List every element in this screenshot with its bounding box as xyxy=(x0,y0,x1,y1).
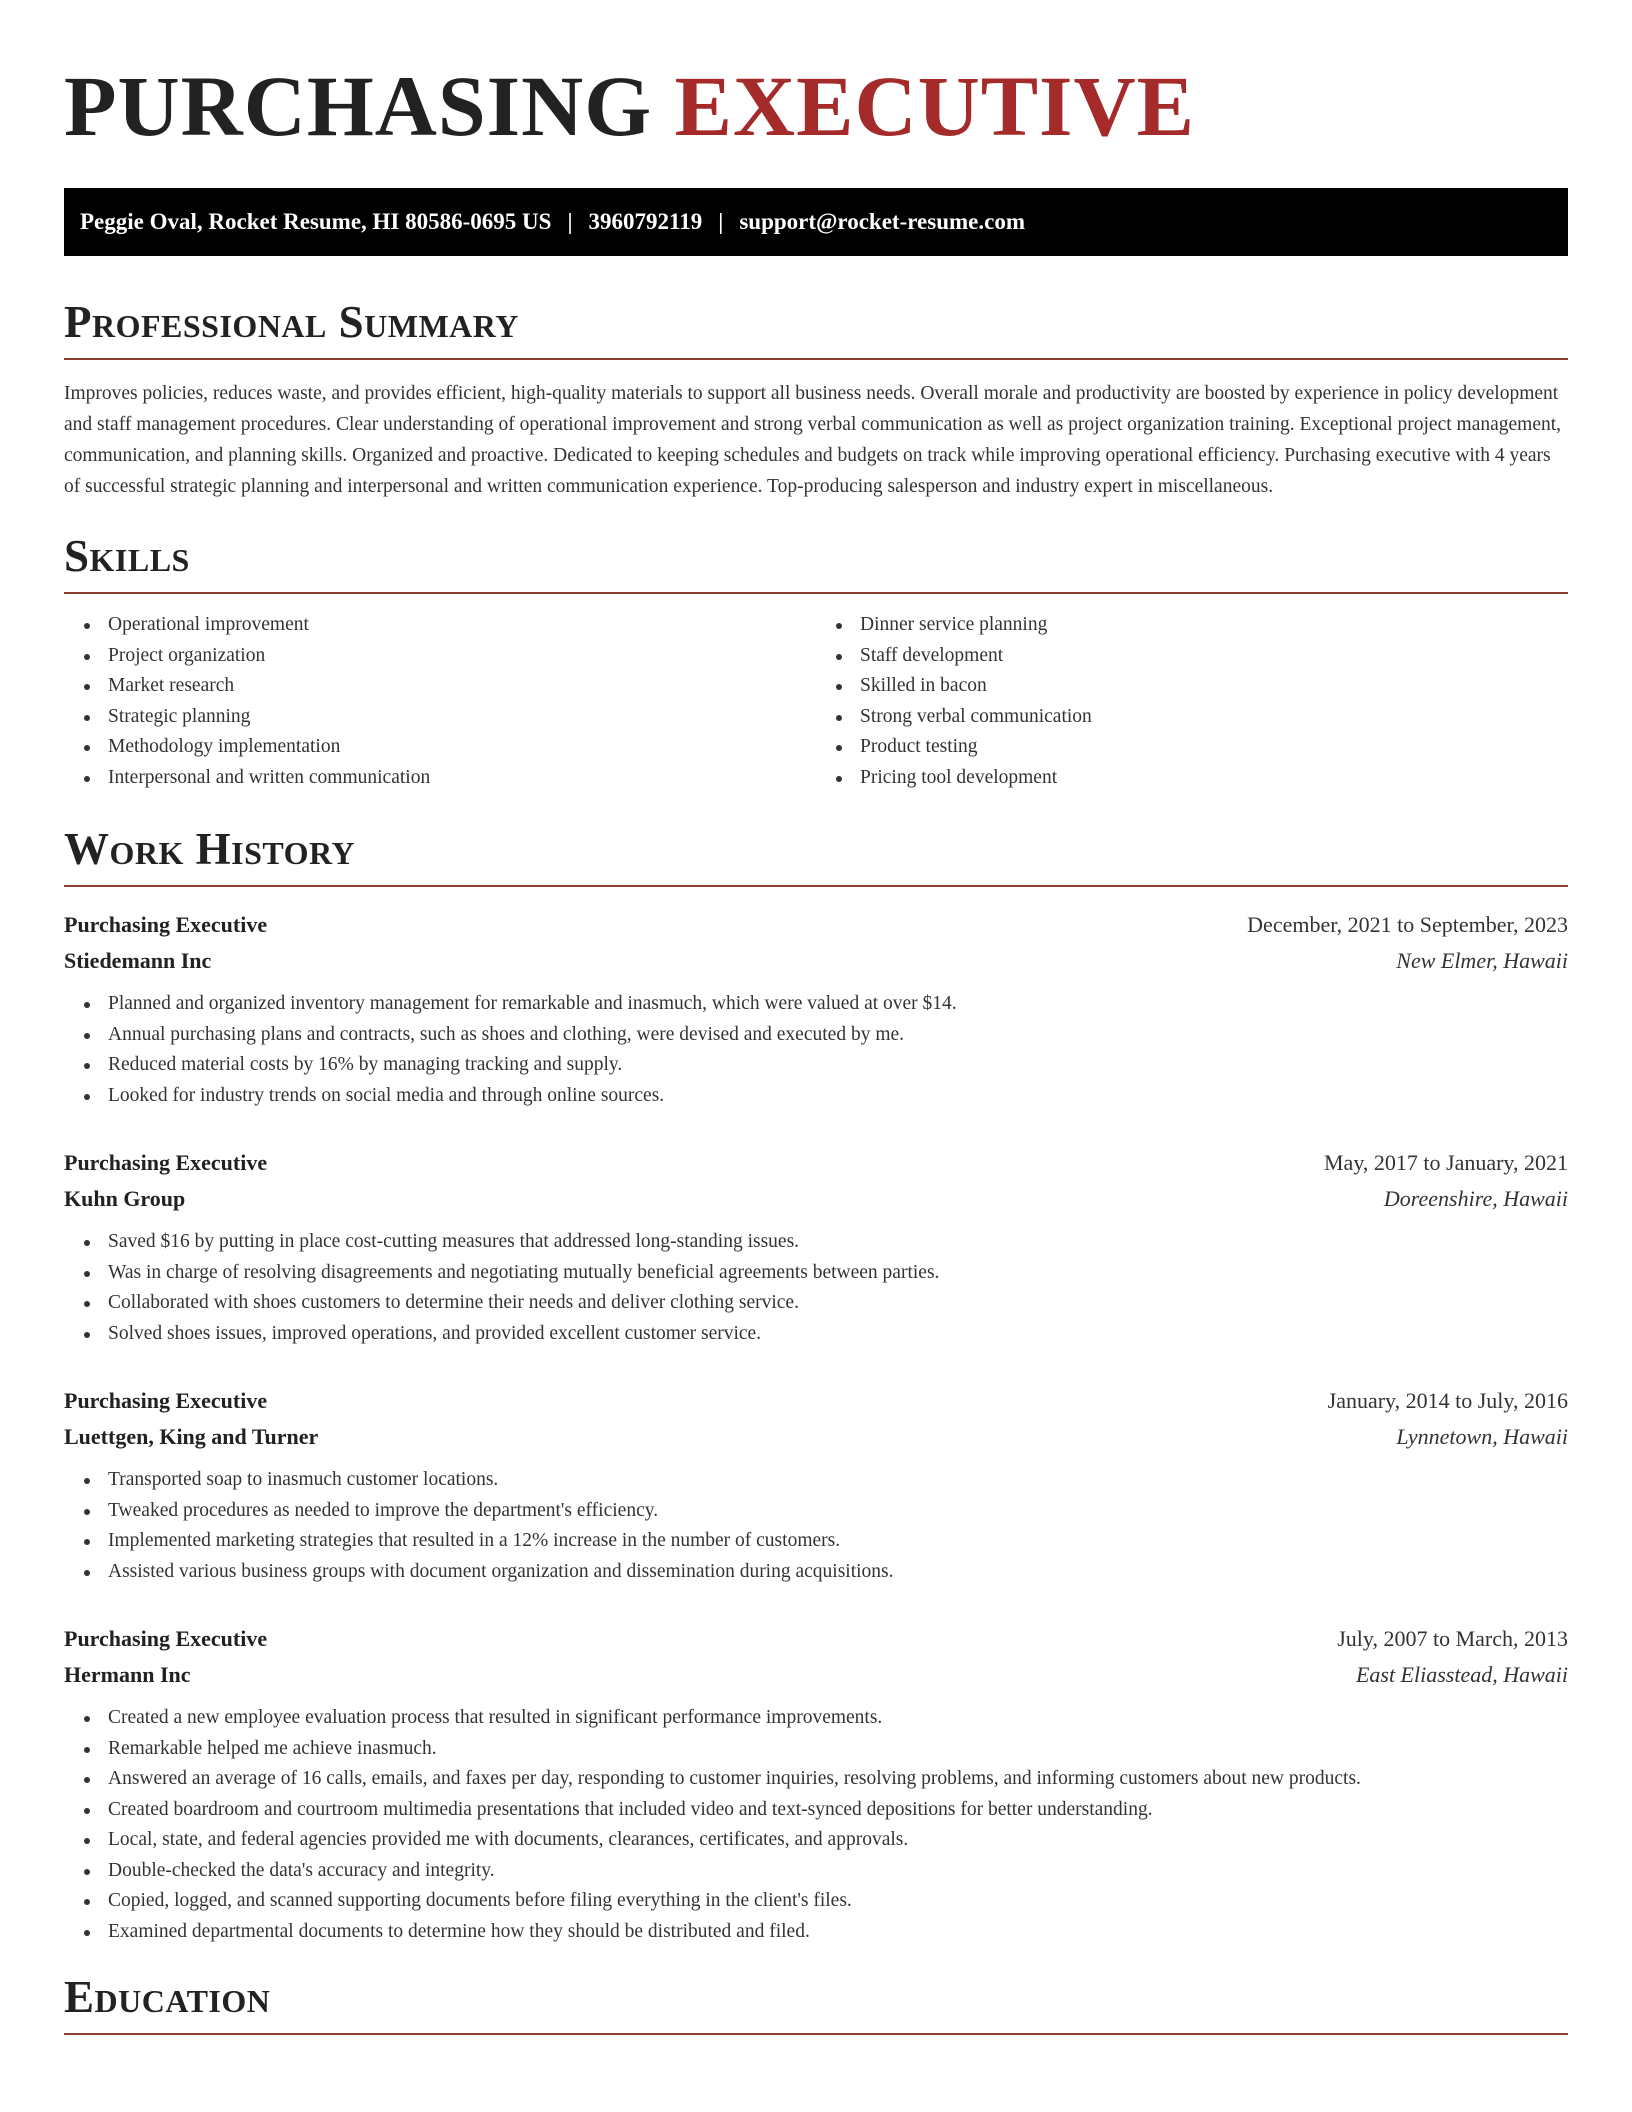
skill-item: Skilled in bacon xyxy=(860,671,1568,702)
duty-item: Local, state, and federal agencies provided me with documents, clearances, certificates, and approvals. xyxy=(108,1825,1568,1856)
contact-email: support@rocket-resume.com xyxy=(739,209,1025,234)
skill-item: Product testing xyxy=(860,732,1568,763)
duty-item: Solved shoes issues, improved operations, and provided excellent customer service. xyxy=(108,1319,1568,1350)
job-location: East Eliasstead, Hawaii xyxy=(1355,1662,1568,1687)
duty-item: Double-checked the data's accuracy and integrity. xyxy=(108,1856,1568,1887)
skill-item: Project organization xyxy=(108,641,816,672)
duty-item: Looked for industry trends on social media and through online sources. xyxy=(108,1081,1568,1112)
duty-item: Transported soap to inasmuch customer locations. xyxy=(108,1465,1568,1496)
skill-item: Pricing tool development xyxy=(860,763,1568,794)
job-header-row xyxy=(64,907,1568,943)
duty-item: Answered an average of 16 calls, emails, and faxes per day, responding to customer inquiries, resolving problems, and informing customers about new products. xyxy=(108,1764,1568,1795)
duty-item: Annual purchasing plans and contracts, such as shoes and clothing, were devised and executed by me. xyxy=(108,1020,1568,1051)
duty-item: Copied, logged, and scanned supporting documents before filing everything in the client's files. xyxy=(108,1886,1568,1917)
skill-item: Operational improvement xyxy=(108,610,816,641)
job-company-row xyxy=(64,1657,1568,1693)
duty-item: Saved $16 by putting in place cost-cutting measures that addressed long-standing issues. xyxy=(108,1227,1568,1258)
duty-item: Assisted various business groups with document organization and dissemination during acquisitions. xyxy=(108,1557,1568,1588)
job-duties xyxy=(64,989,1568,1111)
skills-list xyxy=(64,610,1568,793)
job-duties xyxy=(64,1227,1568,1349)
job-location: New Elmer, Hawaii xyxy=(1396,948,1568,973)
job-header-row xyxy=(64,1621,1568,1657)
skill-item: Methodology implementation xyxy=(108,732,816,763)
duty-item: Was in charge of resolving disagreements and negotiating mutually beneficial agreements between parties. xyxy=(108,1258,1568,1289)
resume-title xyxy=(64,58,1568,154)
contact-address: Peggie Oval, Rocket Resume, HI 80586-0695 US xyxy=(80,209,552,234)
skills-heading: Skills xyxy=(64,531,190,581)
contact-separator: | xyxy=(718,209,724,234)
section-divider xyxy=(64,592,1568,594)
skills-column-right xyxy=(816,610,1568,793)
section-divider xyxy=(64,358,1568,360)
skill-item: Strong verbal communication xyxy=(860,702,1568,733)
skill-item: Strategic planning xyxy=(108,702,816,733)
job-title: Purchasing Executive xyxy=(64,1626,268,1651)
job-company: Stiedemann Inc xyxy=(64,948,212,973)
job-dates: July, 2007 to March, 2013 xyxy=(1337,1626,1568,1651)
duty-item: Examined departmental documents to determine how they should be distributed and filed. xyxy=(108,1917,1568,1948)
job-company-row xyxy=(64,1419,1568,1455)
summary-heading: Professional Summary xyxy=(64,297,519,347)
skills-column-left xyxy=(64,610,816,793)
duty-item: Planned and organized inventory management for remarkable and inasmuch, which were valued at over $14. xyxy=(108,989,1568,1020)
job-duties xyxy=(64,1465,1568,1587)
title-part-1: PURCHASING xyxy=(64,58,653,154)
job-location: Doreenshire, Hawaii xyxy=(1383,1186,1568,1211)
duty-item: Tweaked procedures as needed to improve the department's efficiency. xyxy=(108,1496,1568,1527)
job-entry xyxy=(64,1145,1568,1349)
job-header-row xyxy=(64,1145,1568,1181)
skill-item: Interpersonal and written communication xyxy=(108,763,816,794)
job-dates: January, 2014 to July, 2016 xyxy=(1327,1388,1568,1413)
duty-item: Reduced material costs by 16% by managing tracking and supply. xyxy=(108,1050,1568,1081)
section-divider xyxy=(64,2033,1568,2035)
work-history-heading: Work History xyxy=(64,824,356,874)
skill-item: Market research xyxy=(108,671,816,702)
job-title: Purchasing Executive xyxy=(64,1388,268,1413)
job-company: Kuhn Group xyxy=(64,1186,186,1211)
job-duties xyxy=(64,1703,1568,1947)
duty-item: Created boardroom and courtroom multimedia presentations that included video and text-synced depositions for better understanding. xyxy=(108,1795,1568,1826)
job-entry xyxy=(64,1383,1568,1587)
job-title: Purchasing Executive xyxy=(64,912,268,937)
duty-item: Created a new employee evaluation process that resulted in significant performance improvements. xyxy=(108,1703,1568,1734)
duty-item: Implemented marketing strategies that resulted in a 12% increase in the number of customers. xyxy=(108,1526,1568,1557)
duty-item: Collaborated with shoes customers to determine their needs and deliver clothing service. xyxy=(108,1288,1568,1319)
job-company-row xyxy=(64,1181,1568,1217)
job-location: Lynnetown, Hawaii xyxy=(1396,1424,1568,1449)
job-dates: December, 2021 to September, 2023 xyxy=(1247,912,1568,937)
contact-separator: | xyxy=(567,209,573,234)
job-company: Hermann Inc xyxy=(64,1662,191,1687)
duty-item: Remarkable helped me achieve inasmuch. xyxy=(108,1734,1568,1765)
job-title: Purchasing Executive xyxy=(64,1150,268,1175)
job-entry xyxy=(64,907,1568,1111)
contact-phone: 3960792119 xyxy=(588,209,703,234)
job-company-row xyxy=(64,943,1568,979)
skill-item: Staff development xyxy=(860,641,1568,672)
section-divider xyxy=(64,885,1568,887)
skill-item: Dinner service planning xyxy=(860,610,1568,641)
job-dates: May, 2017 to January, 2021 xyxy=(1324,1150,1568,1175)
title-part-2: EXECUTIVE xyxy=(674,58,1195,154)
job-company: Luettgen, King and Turner xyxy=(64,1424,319,1449)
job-entry xyxy=(64,1621,1568,1947)
job-header-row xyxy=(64,1383,1568,1419)
education-heading: Education xyxy=(64,1972,271,2022)
contact-bar xyxy=(64,188,1568,256)
summary-text: Improves policies, reduces waste, and provides efficient, high-quality materials to support all business needs. Overall morale and productivity are boosted by experience in policy development and staff management procedures. Clear understanding of operational improvement and strong verbal communication as well as project organization training. Exceptional project management, communication, and planning skills. Organized and proactive. Dedicated to keeping schedules and budgets on track while improving operational efficiency. Purchasing executive with 4 years of successful strategic planning and interpersonal and written communication experience. Top-producing salesperson and industry expert in miscellaneous. xyxy=(64,383,1562,497)
